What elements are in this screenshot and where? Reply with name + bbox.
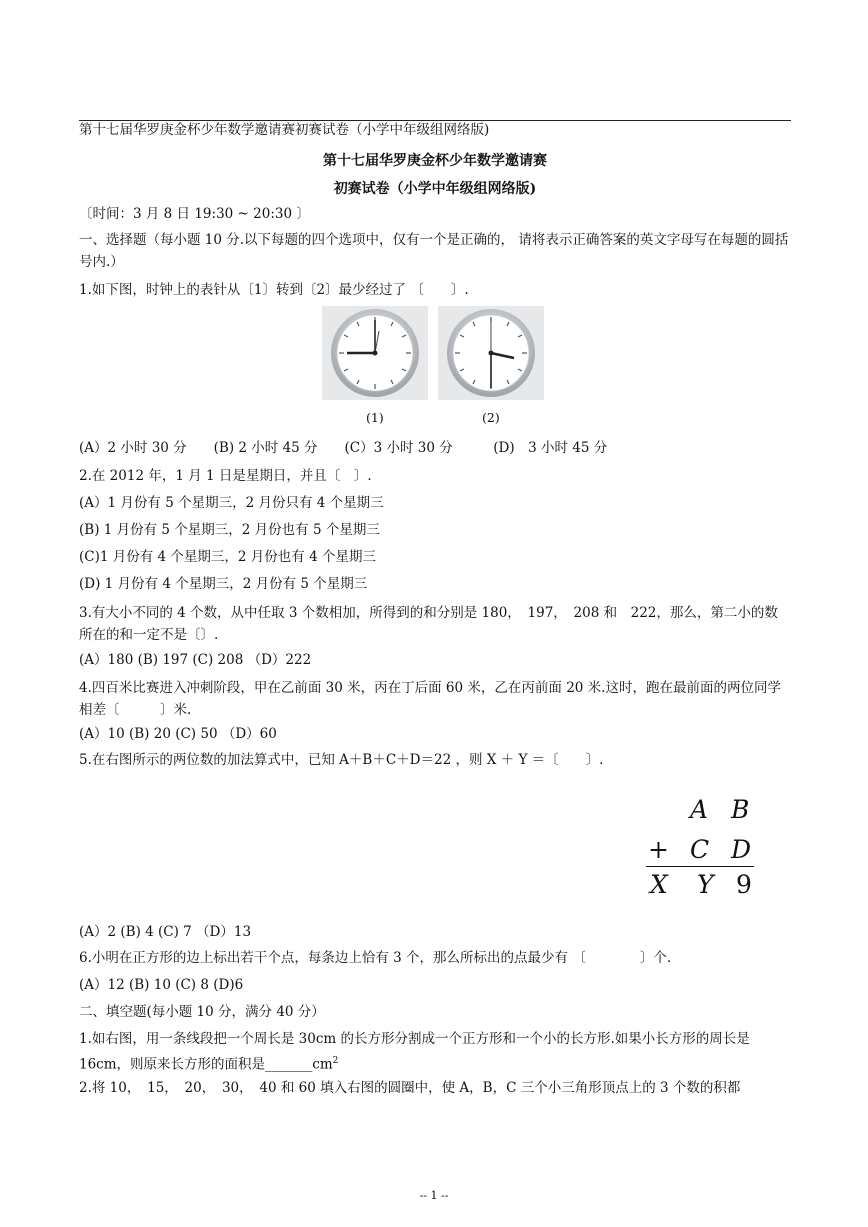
digit-x: X (650, 870, 668, 899)
q4-options: (A）10 (B) 20 (C) 50 （D）60 (79, 726, 277, 742)
clock-caption-1: (1) (366, 410, 384, 425)
fill-q2-text: 2.将 10， 15， 20， 30， 40 和 60 填入右图的圆圈中，使 A，B，C 三个小三角形顶点上的 3 个数的积都 (79, 1080, 741, 1096)
digit-c: C (690, 835, 710, 864)
clock-image-1 (322, 306, 428, 400)
title-line-1: 第十七届华罗庚金杯少年数学邀请赛 (323, 153, 547, 169)
sum-rule (646, 866, 754, 867)
digit-a: A (690, 795, 709, 824)
q2-option-b: (B) 1 月份有 5 个星期三，2 月份也有 5 个星期三 (79, 522, 380, 538)
q4-text: 4.四百米比赛进入冲刺阶段，甲在乙前面 30 米，丙在丁后面 60 米，乙在丙前面 20 米.这时，跑在最前面的两位同学相差〔 〕米. (79, 680, 781, 718)
section2-heading: 二、填空题(每小题 10 分，满分 40 分） (79, 1004, 325, 1020)
q1-text: 1.如下图，时钟上的表针从〔1〕转到〔2〕最少经过了 〔 〕. (79, 282, 469, 298)
digit-b: B (731, 795, 750, 824)
clock-image-2 (438, 306, 544, 400)
page-number: -- 1 -- (419, 1189, 449, 1202)
q2-option-a: (A）1 月份有 5 个星期三，2 月份只有 4 个星期三 (79, 495, 384, 511)
q1-options: (A）2 小时 30 分 (B) 2 小时 45 分 (C）3 小时 30 分 (D) 3 小时 45 分 (79, 440, 608, 456)
q2-option-d: (D) 1 月份有 4 个星期三，2 月份有 5 个星期三 (79, 576, 368, 592)
section1-heading: 一、选择题（每小题 10 分.以下每题的四个选项中，仅有一个是正确的， 请将表示正确答案的英文字母写在每题的圆括号内.） (79, 232, 789, 270)
q2-option-c: (C)1 月份有 4 个星期三，2 月份也有 4 个星期三 (79, 549, 376, 565)
clock-icon (438, 306, 544, 400)
digit-y: Y (697, 870, 714, 899)
q6-options: (A）12 (B) 10 (C) 8 (D)6 (79, 977, 244, 993)
time-note: 〔时间：3 月 8 日 19:30 ~ 20:30 〕 (79, 206, 310, 222)
fill-q1-body: 1.如右图，用一条线段把一个周长是 30cm 的长方形分割成一个正方形和一个小的长方形.如果小长方形的周长是 16cm，则原来长方形的面积是_______cm (79, 1031, 750, 1073)
digit-9: 9 (736, 870, 752, 899)
q3-options: (A）180 (B) 197 (C) 208 （D）222 (79, 652, 312, 668)
q3-text: 3.有大小不同的 4 个数，从中任取 3 个数相加，所得到的和分别是 180， 197， 208 和 222，那么，第二小的数所在的和一定不是〔〕. (79, 605, 778, 643)
q5-options: (A）2 (B) 4 (C) 7 （D）13 (79, 924, 252, 940)
q6-text: 6.小明在正方形的边上标出若干个点，每条边上恰有 3 个，那么所标出的点最少有 〔 〕个. (79, 950, 672, 966)
title-line-2: 初赛试卷（小学中年级组网络版) (333, 181, 537, 197)
clock-icon (322, 306, 428, 400)
fill-q1-superscript: 2 (332, 1056, 339, 1066)
fill-q1-text (79, 1028, 791, 1076)
q5-text: 5.在右图所示的两位数的加法算式中，已知 A＋B＋C＋D＝22 ，则 X ＋ Y ＝〔 〕. (79, 752, 604, 768)
clock-caption-2: (2) (482, 410, 500, 425)
q2-text: 2.在 2012 年，1 月 1 日是星期日，并且〔 〕. (79, 468, 372, 484)
digit-d: D (731, 835, 752, 864)
plus-sign: + (648, 835, 669, 864)
running-title: 第十七届华罗庚金杯少年数学邀请赛初赛试卷（小学中年级组网络版) (79, 122, 490, 138)
header-rule (79, 120, 791, 121)
